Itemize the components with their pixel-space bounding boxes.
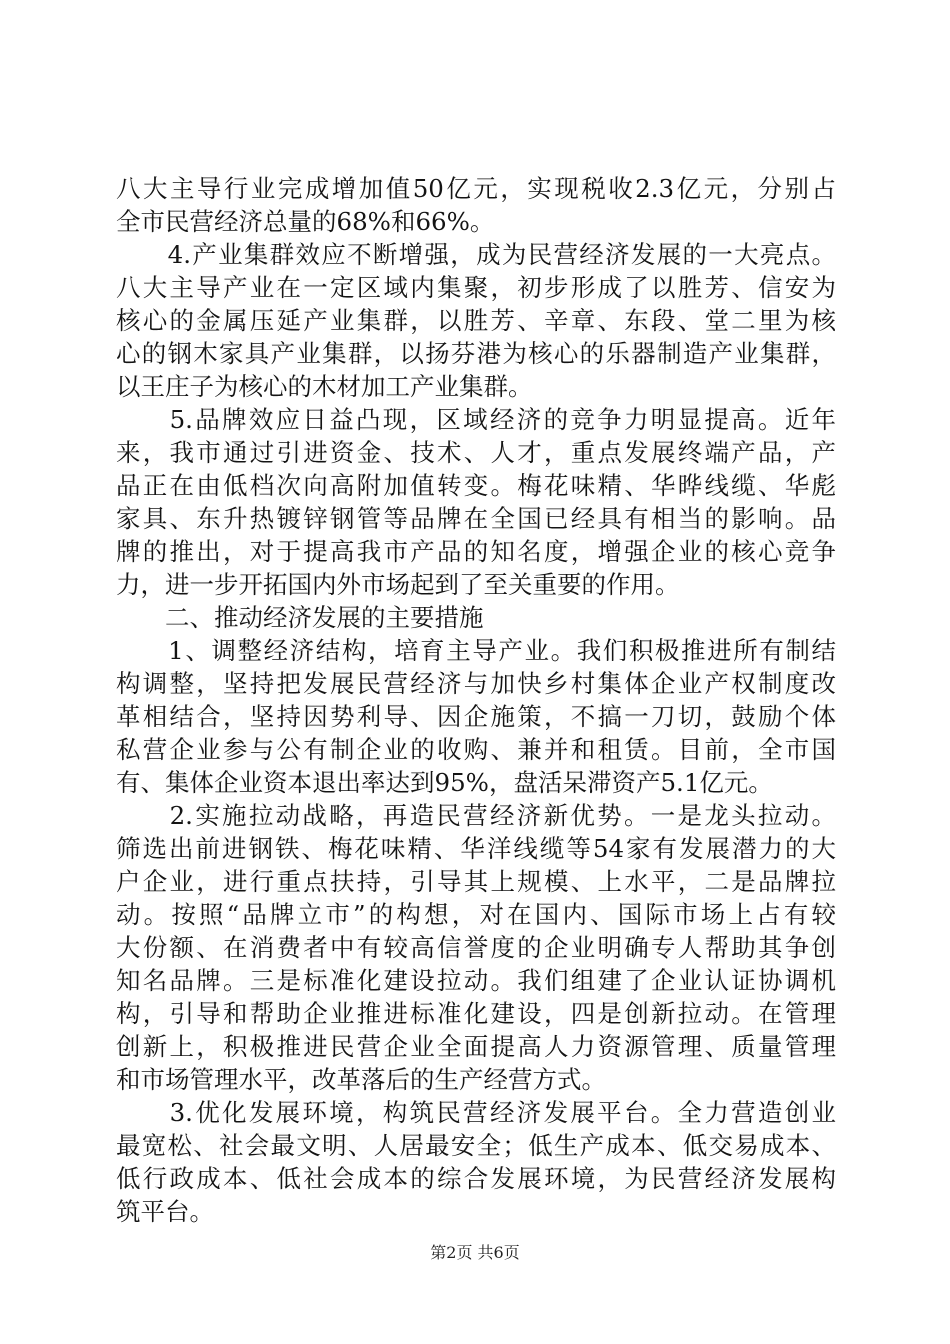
text-line: 以王庄子为核心的木材加工产业集群。 [116,372,533,401]
text-line: 5.品牌效应日益凸现，区域经济的竞争力明显提高。近年 [116,405,836,434]
text-line: 筑平台。 [116,1197,214,1226]
text-line: 八大主导行业完成增加值50亿元，实现税收2.3亿元，分别占 [116,174,836,203]
text-line: 低行政成本、低社会成本的综合发展环境，为民营经济发展构 [116,1164,836,1193]
text-line: 家具、东升热镀锌钢管等品牌在全国已经具有相当的影响。品 [116,504,836,533]
text-line: 创新上，积极推进民营企业全面提高人力资源管理、质量管理 [116,1032,836,1061]
text-line: 品正在由低档次向高附加值转变。梅花味精、华晔线缆、华彪 [116,471,836,500]
text-line: 4.产业集群效应不断增强，成为民营经济发展的一大亮点。 [116,240,836,269]
section-heading: 二、推动经济发展的主要措施 [116,603,484,632]
text-line: 八大主导产业在一定区域内集聚，初步形成了以胜芳、信安为 [116,273,836,302]
text-line: 最宽松、社会最文明、人居最安全；低生产成本、低交易成本、 [116,1131,836,1160]
text-line: 知名品牌。三是标准化建设拉动。我们组建了企业认证协调机 [116,966,836,995]
text-line: 私营企业参与公有制企业的收购、兼并和租赁。目前，全市国 [116,735,836,764]
text-line: 构，引导和帮助企业推进标准化建设，四是创新拉动。在管理 [116,999,836,1028]
text-line: 2.实施拉动战略，再造民营经济新优势。一是龙头拉动。 [116,801,836,830]
text-line: 1、调整经济结构，培育主导产业。我们积极推进所有制结 [116,636,836,665]
text-line: 动。按照“品牌立市”的构想，对在国内、国际市场上占有较 [116,900,836,929]
text-line: 构调整，坚持把发展民营经济与加快乡村集体企业产权制度改 [116,669,836,698]
text-line: 来，我市通过引进资金、技术、人才，重点发展终端产品，产 [116,438,836,467]
text-line: 革相结合，坚持因势利导、因企施策，不搞一刀切，鼓励个体 [116,702,836,731]
text-line: 户企业，进行重点扶持，引导其上规模、上水平，二是品牌拉 [116,867,836,896]
text-line: 牌的推出，对于提高我市产品的知名度，增强企业的核心竞争 [116,537,836,566]
text-line: 有、集体企业资本退出率达到95%，盘活呆滞资产5.1亿元。 [116,768,773,797]
text-line: 和市场管理水平，改革落后的生产经营方式。 [116,1065,606,1094]
text-line: 力，进一步开拓国内外市场起到了至关重要的作用。 [116,570,680,599]
page-number: 第2页 共6页 [430,1243,520,1262]
text-line: 筛选出前进钢铁、梅花味精、华洋线缆等54家有发展潜力的大 [116,834,836,863]
text-line: 全市民营经济总量的68%和66%。 [116,207,495,236]
text-line: 大份额、在消费者中有较高信誉度的企业明确专人帮助其争创 [116,933,836,962]
text-line: 心的钢木家具产业集群，以扬芬港为核心的乐器制造产业集群， [116,339,836,368]
text-line: 3.优化发展环境，构筑民营经济发展平台。全力营造创业 [116,1098,836,1127]
text-line: 核心的金属压延产业集群，以胜芳、辛章、东段、堂二里为核 [116,306,836,335]
